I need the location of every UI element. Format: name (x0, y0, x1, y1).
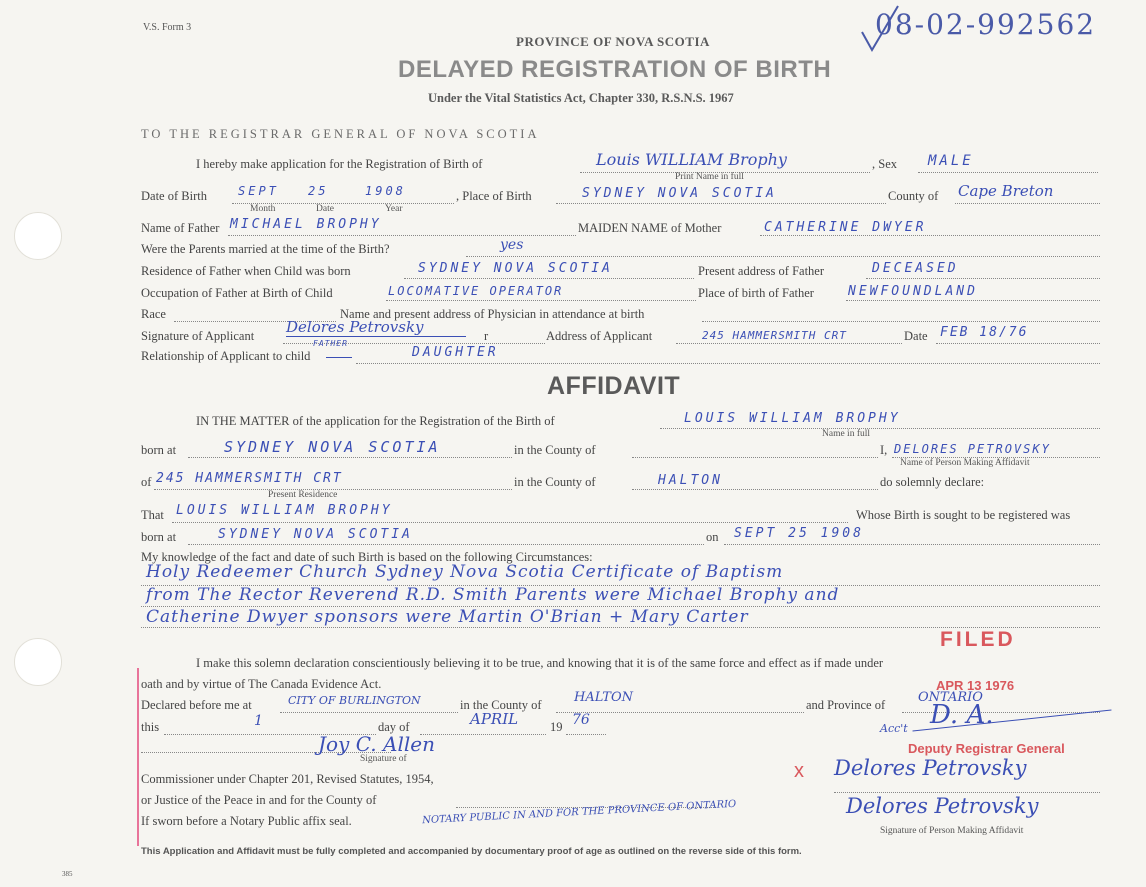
date-value: FEB 18/76 (940, 325, 1029, 340)
residence-value: SYDNEY NOVA SCOTIA (418, 261, 613, 276)
applicant-sig-suffix: r (484, 329, 489, 343)
born-at-value-2: SYDNEY NOVA SCOTIA (218, 527, 413, 542)
mother-label: MAIDEN NAME of Mother (578, 221, 722, 235)
residence-value-aff: 245 HAMMERSMITH CRT (156, 471, 343, 486)
filed-date-stamp: APR 13 1976 (936, 678, 1015, 693)
occupation-value: LOCOMATIVE OPERATOR (388, 284, 564, 298)
file-number: 08-02-992562 (875, 8, 1097, 41)
county-value: Cape Breton (958, 182, 1054, 200)
filed-stamp: FILED (940, 628, 1016, 651)
day-of-label: day of (378, 720, 410, 734)
married-label: Were the Parents married at the time of the Birth? (141, 242, 390, 256)
punch-hole-bottom (14, 638, 62, 686)
year-prefix: 19 (550, 720, 563, 734)
declared-county-value: HALTON (574, 690, 634, 705)
affiant-signature-caption: Signature of Person Making Affidavit (880, 826, 1024, 836)
caption-month: Month (250, 204, 276, 214)
applicant-address-value: 245 HAMMERSMITH CRT (702, 329, 847, 342)
on-date-value: SEPT 25 1908 (734, 526, 864, 541)
that-label: That (141, 508, 164, 522)
declared-at-value: CITY OF BURLINGTON (288, 694, 421, 707)
of-label: of (141, 475, 152, 489)
father-birthplace-label: Place of birth of Father (698, 286, 814, 300)
mother-value: CATHERINE DWYER (764, 220, 927, 235)
dob-label: Date of Birth (141, 189, 207, 203)
whose-birth-label: Whose Birth is sought to be registered was (856, 508, 1071, 522)
knowledge-label: My knowledge of the fact and date of such Birth is based on the following Circumstances: (141, 550, 593, 564)
deputy-prefix: Acc't (880, 722, 908, 735)
signature-of-caption: Signature of (360, 754, 407, 764)
caption-year: Year (385, 204, 403, 214)
form-subtitle: Under the Vital Statistics Act, Chapter 330, R.S.N.S. 1967 (428, 91, 734, 105)
dob-date: 25 (308, 184, 329, 198)
on-label: on (706, 530, 719, 544)
child-name-caption: Print Name in full (675, 172, 744, 182)
affidavit-name-caption: Name in full (822, 429, 871, 439)
declaration-line-2: oath and by virtue of The Canada Evidence Act. (141, 677, 382, 691)
footer-note: This Application and Affidavit must be fully completed and accompanied by documentary proof of age as outlined on the reverse side of this form. (141, 846, 802, 857)
father-birthplace-value: NEWFOUNDLAND (848, 284, 978, 299)
present-address-label: Present address of Father (698, 264, 825, 278)
affidavit-heading: AFFIDAVIT (547, 372, 681, 400)
this-label: this (141, 720, 160, 734)
checkmark-icon (860, 4, 900, 54)
i-label: I, (880, 443, 888, 457)
applicant-address-label: Address of Applicant (546, 329, 653, 343)
born-at-label-2: born at (141, 530, 177, 544)
pob-value: SYDNEY NOVA SCOTIA (582, 186, 777, 201)
date-label: Date (904, 329, 928, 343)
married-value: yes (500, 237, 524, 253)
race-label: Race (141, 307, 166, 321)
notary-label: If sworn before a Notary Public affix seal. (141, 814, 352, 828)
county-value-aff: HALTON (658, 473, 723, 488)
sex-label: , Sex (872, 157, 897, 171)
occupation-label: Occupation of Father at Birth of Child (141, 286, 333, 300)
father-label: Name of Father (141, 221, 220, 235)
applicant-signature: Delores Petrovsky (286, 318, 424, 336)
relationship-value: DAUGHTER (412, 345, 499, 360)
caption-date: Date (316, 204, 334, 214)
affiant-signature-1: Delores Petrovsky (834, 756, 1027, 780)
x-mark: x (794, 760, 804, 782)
relationship-insert: FATHER (313, 339, 348, 348)
margin-line (137, 668, 139, 846)
this-day-value: 1 (254, 713, 263, 729)
county-label: County of (888, 189, 939, 203)
circumstance-line-1: Holy Redeemer Church Sydney Nova Scotia Certificate of Baptism (146, 562, 784, 582)
that-name-value: LOUIS WILLIAM BROPHY (176, 503, 393, 518)
child-name-value: Louis WILLIAM Brophy (596, 150, 787, 169)
declared-county-label: in the County of (460, 698, 542, 712)
province-heading: PROVINCE OF NOVA SCOTIA (516, 34, 710, 49)
addressee: TO THE REGISTRAR GENERAL OF NOVA SCOTIA (141, 127, 540, 141)
notary-text: NOTARY PUBLIC IN AND FOR THE PROVINCE OF ONTARIO (421, 798, 737, 827)
dob-month: SEPT (238, 184, 279, 198)
this-month-value: APRIL (470, 710, 519, 728)
declared-province-value: ONTARIO (918, 690, 983, 705)
corner-code: 385 (62, 870, 73, 878)
residence-label: Residence of Father when Child was born (141, 264, 351, 278)
punch-hole-top (14, 212, 62, 260)
affidavit-name: LOUIS WILLIAM BROPHY (684, 411, 901, 426)
deputy-registrar-stamp: Deputy Registrar General (908, 741, 1065, 756)
residence-caption: Present Residence (268, 490, 338, 500)
province-label: and Province of (806, 698, 886, 712)
affiant-caption: Name of Person Making Affidavit (900, 458, 1030, 468)
in-county-label-2: in the County of (514, 475, 596, 489)
affiant-signature-2: Delores Petrovsky (846, 794, 1039, 818)
deputy-initials: D. A. (930, 700, 994, 730)
intro-label: I hereby make application for the Registration of Birth of (196, 157, 483, 171)
applicant-sig-label: Signature of Applicant (141, 329, 255, 343)
present-address-value: DECEASED (872, 261, 959, 276)
pob-label: , Place of Birth (456, 189, 532, 203)
circumstance-line-3: Catherine Dwyer sponsors were Martin O'Brian + Mary Carter (146, 607, 749, 627)
form-code: V.S. Form 3 (143, 22, 192, 33)
relationship-label: Relationship of Applicant to child (141, 349, 311, 363)
declaration-line-1: I make this solemn declaration conscientiously believing it to be true, and knowing that it is of the same force and effect as if made under (196, 656, 884, 670)
sex-value: MALE (928, 153, 974, 169)
matter-label: IN THE MATTER of the application for the Registration of the Birth of (196, 414, 555, 428)
circumstance-line-2: from The Rector Reverend R.D. Smith Parents were Michael Brophy and (146, 585, 840, 605)
father-value: MICHAEL BROPHY (230, 217, 382, 232)
born-at-value: SYDNEY NOVA SCOTIA (224, 438, 441, 456)
commissioner-signature: Joy C. Allen (318, 732, 435, 756)
physician-label: Name and present address of Physician in attendance at birth (340, 307, 645, 321)
justice-label: or Justice of the Peace in and for the County of (141, 793, 377, 807)
year-suffix-value: 76 (572, 712, 590, 728)
solemnly-label: do solemnly declare: (880, 475, 985, 489)
commissioner-label: Commissioner under Chapter 201, Revised Statutes, 1954, (141, 772, 434, 786)
form-title: DELAYED REGISTRATION OF BIRTH (398, 56, 832, 83)
born-at-label: born at (141, 443, 177, 457)
affiant-value: DELORES PETROVSKY (894, 442, 1051, 456)
declared-label: Declared before me at (141, 698, 252, 712)
dob-year: 1908 (365, 184, 406, 198)
in-county-label: in the County of (514, 443, 596, 457)
